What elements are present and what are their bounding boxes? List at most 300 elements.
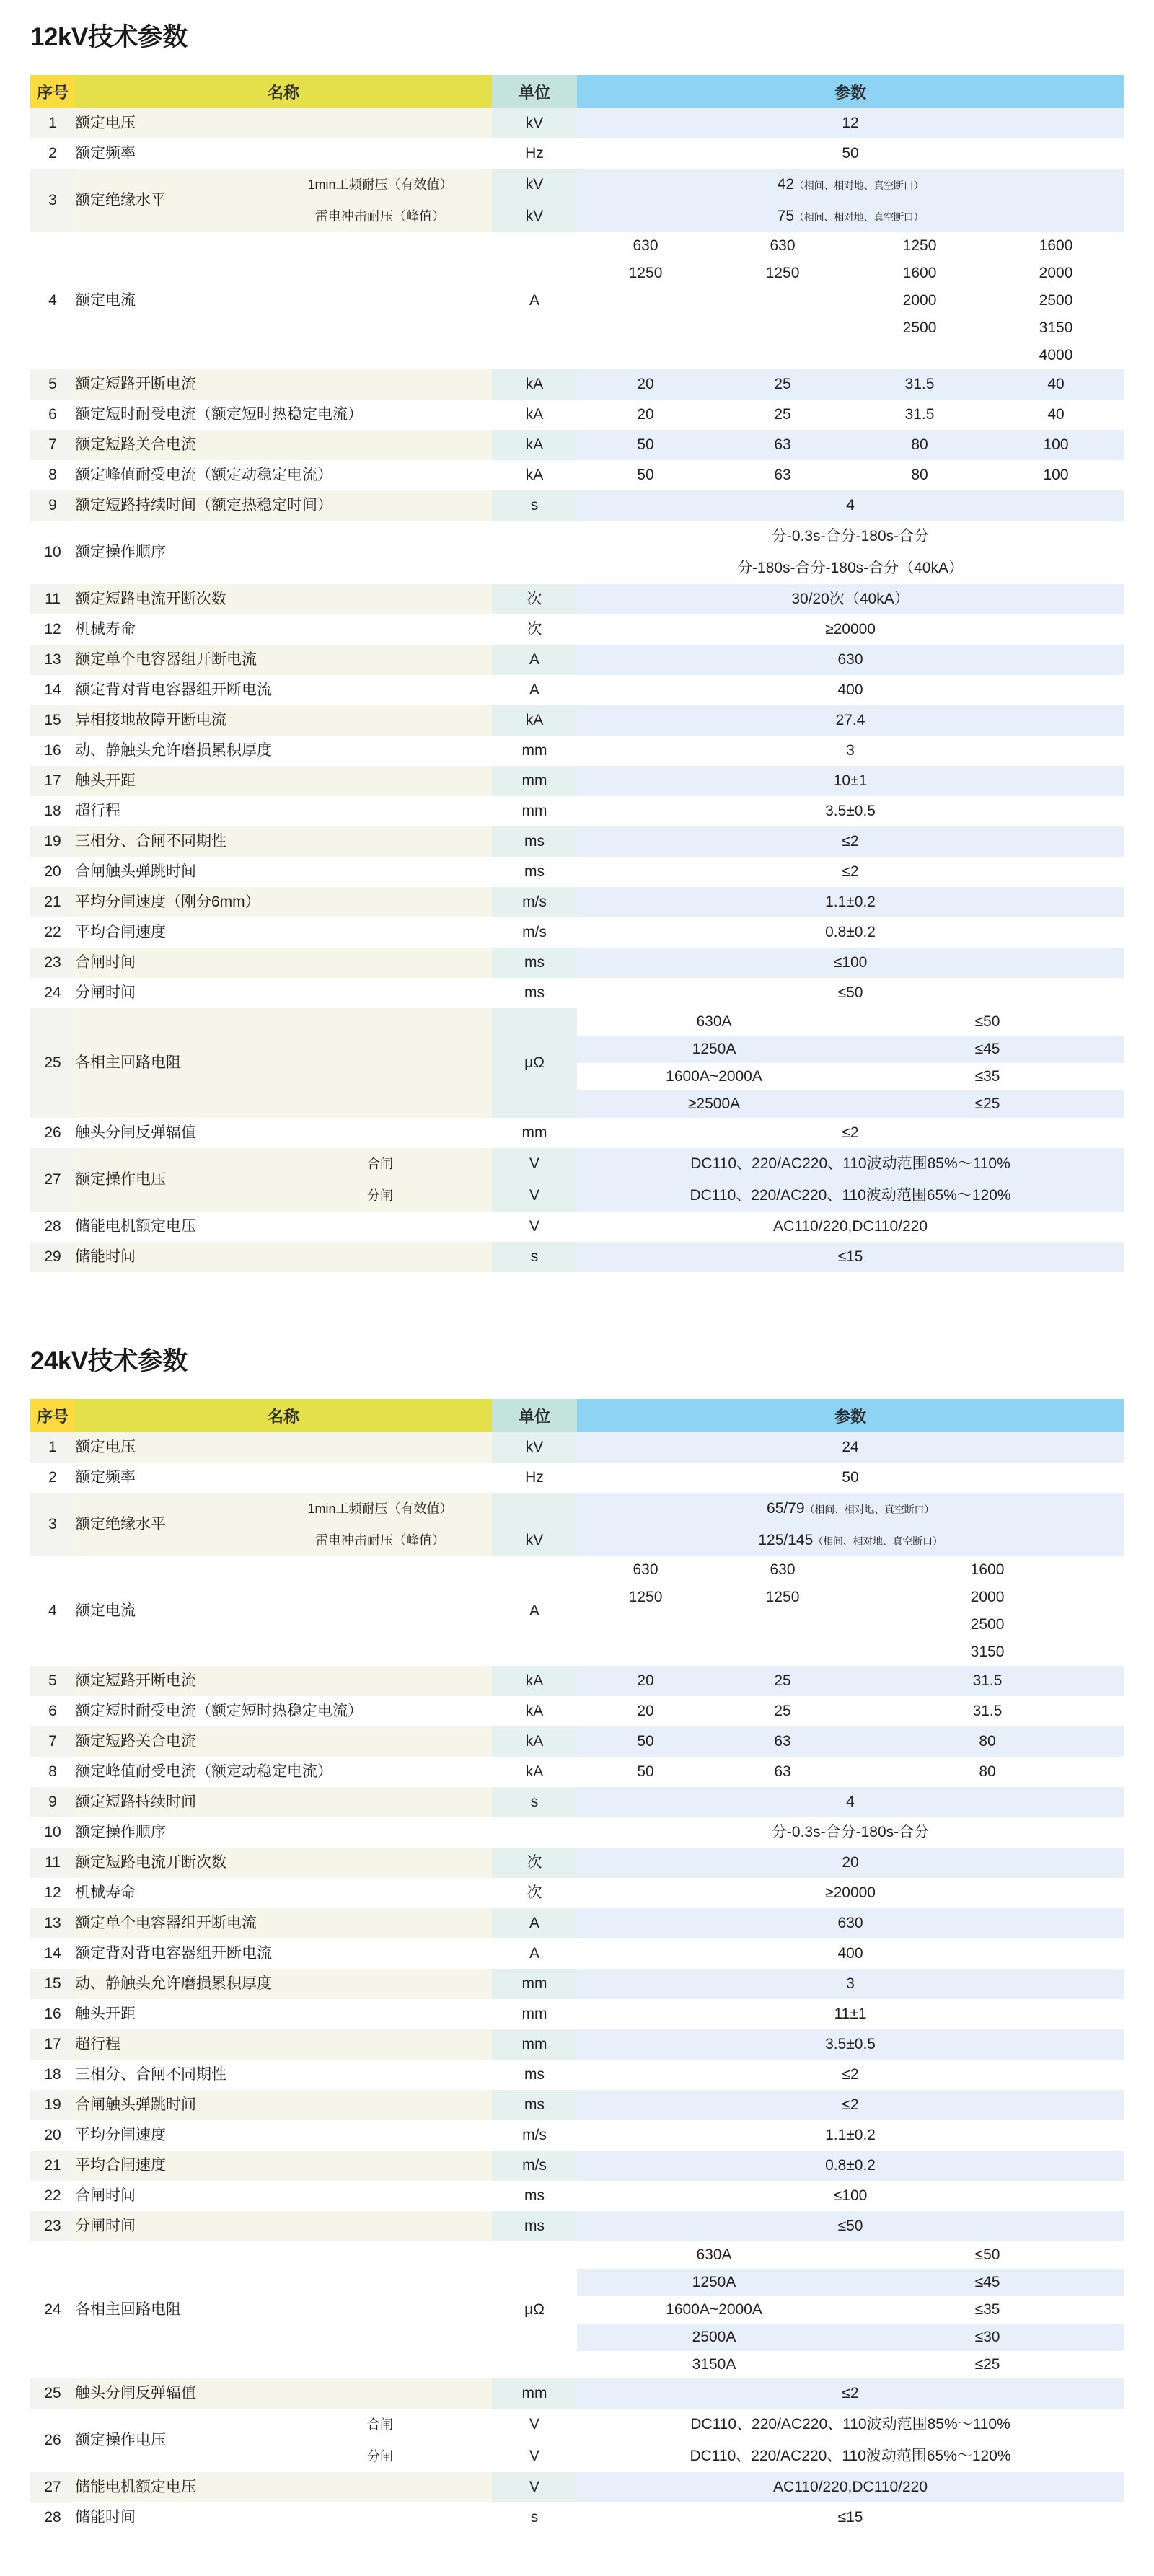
row-param-cell: 50 bbox=[577, 1726, 714, 1757]
row-index: 11 bbox=[30, 584, 75, 614]
row-param: 3 bbox=[577, 1969, 1124, 1999]
row-param: 400 bbox=[577, 675, 1124, 705]
row-param-cell bbox=[714, 314, 851, 342]
row-pair-value: ≤25 bbox=[974, 2355, 1000, 2373]
row-param-cell: 2500 bbox=[851, 314, 988, 342]
row-name: 储能时间 bbox=[75, 2502, 492, 2533]
table-row bbox=[30, 1118, 1124, 1148]
row-param-cell: 80 bbox=[851, 430, 988, 460]
row-pair-rating: 630A bbox=[696, 2246, 732, 2263]
row-unit: kV bbox=[492, 1525, 577, 1556]
row-param-cell: 1600 bbox=[851, 260, 988, 287]
row-param-cell: 31.5 bbox=[851, 369, 988, 400]
row-index: 28 bbox=[30, 2502, 75, 2533]
param-note: （相间、相对地、真空断口） bbox=[794, 179, 924, 191]
row-param-cell: 100 bbox=[988, 460, 1124, 490]
section-title: 24kV技术参数 bbox=[30, 1347, 188, 1375]
param-note: （相间、相对地、真空断口） bbox=[794, 211, 924, 223]
row-param-cell: 1250 bbox=[714, 1584, 851, 1611]
table-row bbox=[30, 1666, 1124, 1696]
row-name: 额定操作顺序 bbox=[75, 1817, 492, 1848]
row-name: 额定操作顺序 bbox=[75, 521, 492, 584]
row-index: 7 bbox=[30, 430, 75, 460]
table-row bbox=[30, 1493, 1124, 1525]
row-name: 额定电压 bbox=[75, 1432, 492, 1463]
row-index: 15 bbox=[30, 705, 75, 736]
row-index: 25 bbox=[30, 1008, 75, 1118]
row-unit: s bbox=[492, 490, 577, 521]
row-index: 19 bbox=[30, 2090, 75, 2120]
table-row bbox=[30, 1999, 1124, 2029]
table-row bbox=[30, 400, 1124, 430]
row-unit: kA bbox=[492, 705, 577, 736]
table-row bbox=[30, 857, 1124, 887]
row-name: 储能时间 bbox=[75, 1242, 492, 1272]
row-pair-rating: 1250A bbox=[577, 2269, 851, 2296]
row-index: 9 bbox=[30, 1787, 75, 1817]
header-cell-param: 参数 bbox=[577, 75, 1124, 108]
row-subname: 分闸 bbox=[268, 2440, 492, 2472]
row-param: 3.5±0.5 bbox=[577, 796, 1124, 826]
param-value: 65/79 bbox=[767, 1499, 805, 1517]
row-param bbox=[577, 1148, 1124, 1180]
row-param-cell bbox=[851, 342, 988, 369]
row-param: ≤2 bbox=[577, 2060, 1124, 2090]
row-param-cell: 40 bbox=[988, 400, 1124, 430]
row-param: 10±1 bbox=[577, 766, 1124, 796]
row-index: 27 bbox=[30, 1148, 75, 1212]
row-index: 29 bbox=[30, 1242, 75, 1272]
table-row bbox=[30, 614, 1124, 645]
table-row bbox=[30, 169, 1124, 200]
param-note: （相间、相对地、真空断口） bbox=[804, 1503, 934, 1515]
row-name: 触头开距 bbox=[75, 766, 492, 796]
row-param-cell: 63 bbox=[714, 1757, 851, 1787]
row-unit: ms bbox=[492, 2060, 577, 2090]
row-param-cell: 2000 bbox=[988, 260, 1124, 287]
row-unit: ms bbox=[492, 948, 577, 978]
table-row bbox=[30, 1908, 1124, 1938]
row-param-cell: 20 bbox=[577, 369, 714, 400]
table-row bbox=[30, 2472, 1124, 2502]
row-unit: Hz bbox=[492, 138, 577, 169]
row-param-cell: 25 bbox=[714, 1696, 851, 1726]
table-row bbox=[30, 1969, 1124, 1999]
row-name: 额定短时耐受电流（额定短时热稳定电流） bbox=[75, 400, 492, 430]
table-header-row bbox=[30, 75, 1124, 108]
row-unit: A bbox=[492, 1938, 577, 1969]
table-row bbox=[30, 1242, 1124, 1272]
row-param-line: 分-0.3s-合分-180s-合分 bbox=[577, 521, 1124, 552]
table-row bbox=[30, 826, 1124, 857]
row-index: 4 bbox=[30, 1556, 75, 1666]
row-name: 额定短路关合电流 bbox=[75, 430, 492, 460]
row-param: 4 bbox=[577, 1787, 1124, 1817]
row-index: 15 bbox=[30, 1969, 75, 1999]
row-unit: A bbox=[492, 1556, 577, 1666]
row-param-cell: 2000 bbox=[851, 287, 988, 314]
row-param-cell: 630 bbox=[714, 232, 851, 260]
row-index: 2 bbox=[30, 1463, 75, 1493]
row-name: 额定频率 bbox=[75, 1463, 492, 1493]
row-unit: ms bbox=[492, 2181, 577, 2211]
row-param bbox=[577, 2440, 1124, 2472]
spec-table bbox=[30, 1399, 1124, 2533]
row-unit: mm bbox=[492, 1969, 577, 1999]
row-name: 各相主回路电阻 bbox=[75, 2241, 492, 2378]
row-param-cell: 63 bbox=[714, 430, 851, 460]
param-value: DC110、220/AC220、110波动范围85%～110% bbox=[690, 1155, 1010, 1172]
row-param: ≤100 bbox=[577, 948, 1124, 978]
table-row bbox=[30, 766, 1124, 796]
row-pair-rating: 2500A bbox=[577, 2324, 851, 2351]
table-row bbox=[30, 430, 1124, 460]
row-name: 额定短路开断电流 bbox=[75, 1666, 492, 1696]
row-name: 平均分闸速度（刚分6mm） bbox=[75, 887, 492, 917]
row-param: 12 bbox=[577, 108, 1124, 138]
row-name: 额定绝缘水平 bbox=[75, 169, 268, 232]
row-param-cell: 80 bbox=[851, 1726, 1124, 1757]
table-row bbox=[30, 2378, 1124, 2409]
row-index: 28 bbox=[30, 1212, 75, 1242]
row-param bbox=[577, 1525, 1124, 1556]
row-name: 额定短路持续时间（额定热稳定时间） bbox=[75, 490, 492, 521]
row-index: 17 bbox=[30, 2029, 75, 2060]
row-index: 16 bbox=[30, 1999, 75, 2029]
row-name: 额定背对背电容器组开断电流 bbox=[75, 1938, 492, 1969]
row-pair-value: ≤50 bbox=[974, 1013, 1000, 1030]
table-row bbox=[30, 460, 1124, 490]
row-subname: 雷电冲击耐压（峰值） bbox=[268, 1525, 492, 1556]
row-name: 额定单个电容器组开断电流 bbox=[75, 645, 492, 675]
row-unit: s bbox=[492, 1242, 577, 1272]
row-unit: μΩ bbox=[492, 2241, 577, 2378]
row-index: 21 bbox=[30, 887, 75, 917]
header-cell-name: 名称 bbox=[75, 1399, 492, 1432]
row-param-cell: 50 bbox=[577, 430, 714, 460]
row-unit: kA bbox=[492, 1726, 577, 1757]
row-unit: m/s bbox=[492, 917, 577, 948]
table-row bbox=[30, 1878, 1124, 1908]
row-name: 超行程 bbox=[75, 796, 492, 826]
row-unit: ms bbox=[492, 857, 577, 887]
row-param-cell: 20 bbox=[577, 1696, 714, 1726]
row-pair-value: ≤45 bbox=[851, 1036, 1124, 1063]
row-subname: 合闸 bbox=[268, 2409, 492, 2440]
row-index: 5 bbox=[30, 369, 75, 400]
row-index: 8 bbox=[30, 1757, 75, 1787]
row-param: ≤2 bbox=[577, 826, 1124, 857]
row-param-cell: 63 bbox=[714, 1726, 851, 1757]
row-name: 额定短路电流开断次数 bbox=[75, 584, 492, 614]
row-param: AC110/220,DC110/220 bbox=[577, 2472, 1124, 2502]
row-param: ≤2 bbox=[577, 857, 1124, 887]
row-param-cell: 25 bbox=[714, 369, 851, 400]
row-param: 4 bbox=[577, 490, 1124, 521]
row-param-cell bbox=[714, 1611, 851, 1638]
table-row bbox=[30, 1757, 1124, 1787]
row-index: 3 bbox=[30, 1493, 75, 1556]
row-unit: mm bbox=[492, 796, 577, 826]
table-row bbox=[30, 2120, 1124, 2151]
row-index: 22 bbox=[30, 2181, 75, 2211]
header-cell-no: 序号 bbox=[30, 1399, 75, 1432]
row-index: 2 bbox=[30, 138, 75, 169]
row-name: 机械寿命 bbox=[75, 1878, 492, 1908]
table-row bbox=[30, 1556, 1124, 1584]
row-name: 超行程 bbox=[75, 2029, 492, 2060]
row-param: 50 bbox=[577, 138, 1124, 169]
row-name: 额定短路开断电流 bbox=[75, 369, 492, 400]
row-unit: kA bbox=[492, 460, 577, 490]
header-cell-name: 名称 bbox=[75, 75, 492, 108]
row-unit: μΩ bbox=[492, 1008, 577, 1118]
row-param: 24 bbox=[577, 1432, 1124, 1463]
row-index: 1 bbox=[30, 1432, 75, 1463]
table-row bbox=[30, 796, 1124, 826]
row-param: ≤2 bbox=[577, 1118, 1124, 1148]
row-name: 额定背对背电容器组开断电流 bbox=[75, 675, 492, 705]
row-param-cell: 2500 bbox=[988, 287, 1124, 314]
row-param: 400 bbox=[577, 1938, 1124, 1969]
row-index: 18 bbox=[30, 2060, 75, 2090]
table-row bbox=[30, 2060, 1124, 2090]
row-param-cell bbox=[577, 1638, 714, 1666]
row-param: 630 bbox=[577, 1908, 1124, 1938]
row-unit bbox=[492, 521, 577, 584]
row-unit: kA bbox=[492, 1696, 577, 1726]
param-value: 42 bbox=[777, 175, 794, 193]
row-index: 8 bbox=[30, 460, 75, 490]
row-name: 分闸时间 bbox=[75, 2211, 492, 2241]
row-unit: V bbox=[492, 2409, 577, 2440]
param-value: DC110、220/AC220、110波动范围65%～120% bbox=[690, 1186, 1011, 1204]
table-row bbox=[30, 887, 1124, 917]
row-unit: V bbox=[492, 1148, 577, 1180]
row-name: 额定电流 bbox=[75, 1556, 492, 1666]
row-name: 额定电压 bbox=[75, 108, 492, 138]
row-name: 额定短路关合电流 bbox=[75, 1726, 492, 1757]
row-unit: s bbox=[492, 2502, 577, 2533]
row-index: 22 bbox=[30, 917, 75, 948]
row-name: 额定绝缘水平 bbox=[75, 1493, 268, 1556]
row-param-cell: 63 bbox=[714, 460, 851, 490]
row-pair-value: ≤30 bbox=[851, 2324, 1124, 2351]
row-name: 额定操作电压 bbox=[75, 1148, 268, 1212]
table-row bbox=[30, 1817, 1124, 1848]
row-param: 分-0.3s-合分-180s-合分 bbox=[577, 1817, 1124, 1848]
row-unit: Hz bbox=[492, 1463, 577, 1493]
row-index: 16 bbox=[30, 736, 75, 766]
row-index: 19 bbox=[30, 826, 75, 857]
row-index: 13 bbox=[30, 1908, 75, 1938]
row-unit: kA bbox=[492, 430, 577, 460]
row-param: 27.4 bbox=[577, 705, 1124, 736]
row-param-cell: 100 bbox=[988, 430, 1124, 460]
row-index: 13 bbox=[30, 645, 75, 675]
table-row bbox=[30, 675, 1124, 705]
row-param bbox=[577, 200, 1124, 232]
table-header-row bbox=[30, 1399, 1124, 1432]
row-pair-rating: 1250A bbox=[577, 1036, 851, 1063]
row-subname: 雷电冲击耐压（峰值） bbox=[268, 200, 492, 232]
row-unit: s bbox=[492, 1787, 577, 1817]
table-row bbox=[30, 2151, 1124, 2181]
table-row bbox=[30, 108, 1124, 138]
row-name: 合闸时间 bbox=[75, 2181, 492, 2211]
row-name: 动、静触头允许磨损累积厚度 bbox=[75, 1969, 492, 1999]
row-unit: m/s bbox=[492, 2120, 577, 2151]
table-row bbox=[30, 2241, 1124, 2269]
row-unit: 次 bbox=[492, 584, 577, 614]
row-unit: mm bbox=[492, 1118, 577, 1148]
table-row bbox=[30, 2029, 1124, 2060]
row-param-cell: 31.5 bbox=[851, 1666, 1124, 1696]
row-name: 触头分闸反弹辐值 bbox=[75, 2378, 492, 2409]
table-row bbox=[30, 1726, 1124, 1757]
row-name: 三相分、合闸不同期性 bbox=[75, 826, 492, 857]
row-index: 14 bbox=[30, 1938, 75, 1969]
row-param: 1.1±0.2 bbox=[577, 887, 1124, 917]
table-row bbox=[30, 948, 1124, 978]
row-unit: mm bbox=[492, 1999, 577, 2029]
row-param-cell: 1600 bbox=[851, 1556, 1124, 1584]
row-unit: m/s bbox=[492, 2151, 577, 2181]
row-unit: 次 bbox=[492, 614, 577, 645]
row-param-cell bbox=[714, 1638, 851, 1666]
row-index: 3 bbox=[30, 169, 75, 232]
row-param-cell: 31.5 bbox=[851, 400, 988, 430]
row-param-cell bbox=[714, 342, 851, 369]
row-unit: mm bbox=[492, 736, 577, 766]
row-index: 6 bbox=[30, 1696, 75, 1726]
row-param-cell: 3150 bbox=[988, 314, 1124, 342]
row-index: 26 bbox=[30, 1118, 75, 1148]
row-index: 4 bbox=[30, 232, 75, 369]
row-unit: kA bbox=[492, 1666, 577, 1696]
row-pair-rating: 1600A~2000A bbox=[666, 1067, 762, 1085]
row-name: 合闸时间 bbox=[75, 948, 492, 978]
table-row bbox=[30, 521, 1124, 552]
row-name: 异相接地故障开断电流 bbox=[75, 705, 492, 736]
spec-table bbox=[30, 75, 1124, 1272]
row-pair-rating: 1600A~2000A bbox=[666, 2301, 762, 2318]
row-unit: ms bbox=[492, 978, 577, 1008]
row-pair-value: ≤35 bbox=[974, 2301, 1000, 2318]
row-index: 20 bbox=[30, 2120, 75, 2151]
row-index: 23 bbox=[30, 2211, 75, 2241]
row-param: ≤2 bbox=[577, 2090, 1124, 2120]
row-param-cell: 25 bbox=[714, 400, 851, 430]
table-row bbox=[30, 1696, 1124, 1726]
row-name: 额定短路持续时间 bbox=[75, 1787, 492, 1817]
row-param: ≤50 bbox=[577, 2211, 1124, 2241]
row-param: 3.5±0.5 bbox=[577, 2029, 1124, 2060]
row-param-cell bbox=[577, 314, 714, 342]
row-index: 20 bbox=[30, 857, 75, 887]
row-subname: 1min工频耐压（有效值） bbox=[268, 169, 492, 200]
row-param-cell: 4000 bbox=[988, 342, 1124, 369]
row-index: 5 bbox=[30, 1666, 75, 1696]
row-param-line: 分-180s-合分-180s-合分（40kA） bbox=[577, 552, 1124, 584]
row-index: 21 bbox=[30, 2151, 75, 2181]
row-index: 7 bbox=[30, 1726, 75, 1757]
row-subname: 合闸 bbox=[268, 1148, 492, 1180]
table-row bbox=[30, 736, 1124, 766]
row-param-cell: 1250 bbox=[577, 260, 714, 287]
row-param-cell: 630 bbox=[577, 1556, 714, 1584]
row-pair-value: ≤50 bbox=[974, 2246, 1000, 2263]
row-param bbox=[577, 2409, 1124, 2440]
row-param: ≥20000 bbox=[577, 1878, 1124, 1908]
row-pair-rating: 630A bbox=[696, 1013, 732, 1030]
row-param-cell: 20 bbox=[577, 400, 714, 430]
row-param-cell: 80 bbox=[851, 460, 988, 490]
row-unit: V bbox=[492, 2472, 577, 2502]
row-index: 24 bbox=[30, 2241, 75, 2378]
table-row bbox=[30, 645, 1124, 675]
row-param-cell bbox=[577, 1611, 714, 1638]
param-value: 125/145 bbox=[758, 1531, 814, 1548]
row-pair-rating: ≥2500A bbox=[577, 1090, 851, 1118]
row-pair-rating: 3150A bbox=[692, 2355, 736, 2373]
table-row bbox=[30, 2181, 1124, 2211]
row-name: 额定操作电压 bbox=[75, 2409, 268, 2472]
table-row bbox=[30, 1432, 1124, 1463]
row-name: 额定峰值耐受电流（额定动稳定电流） bbox=[75, 460, 492, 490]
row-param: 30/20次（40kA） bbox=[577, 584, 1124, 614]
row-unit: V bbox=[492, 1180, 577, 1212]
row-param-cell bbox=[577, 287, 714, 314]
row-index: 14 bbox=[30, 675, 75, 705]
row-index: 12 bbox=[30, 1878, 75, 1908]
row-param: ≤100 bbox=[577, 2181, 1124, 2211]
row-name: 储能电机额定电压 bbox=[75, 1212, 492, 1242]
row-unit: m/s bbox=[492, 887, 577, 917]
row-unit: kA bbox=[492, 400, 577, 430]
row-param: 3 bbox=[577, 736, 1124, 766]
row-index: 1 bbox=[30, 108, 75, 138]
row-pair-value: ≤45 bbox=[851, 2269, 1124, 2296]
table-row bbox=[30, 1848, 1124, 1878]
row-name: 额定短路电流开断次数 bbox=[75, 1848, 492, 1878]
row-name: 动、静触头允许磨损累积厚度 bbox=[75, 736, 492, 766]
row-name: 额定短时耐受电流（额定短时热稳定电流） bbox=[75, 1696, 492, 1726]
row-param: AC110/220,DC110/220 bbox=[577, 1212, 1124, 1242]
row-index: 17 bbox=[30, 766, 75, 796]
row-name: 额定电流 bbox=[75, 232, 492, 369]
row-name: 合闸触头弹跳时间 bbox=[75, 2090, 492, 2120]
row-index: 27 bbox=[30, 2472, 75, 2502]
row-name: 储能电机额定电压 bbox=[75, 2472, 492, 2502]
row-unit: kV bbox=[492, 200, 577, 232]
table-row bbox=[30, 1787, 1124, 1817]
table-row bbox=[30, 2502, 1124, 2533]
table-row bbox=[30, 1463, 1124, 1493]
row-unit: A bbox=[492, 1908, 577, 1938]
table-row bbox=[30, 232, 1124, 260]
row-name: 合闸触头弹跳时间 bbox=[75, 857, 492, 887]
row-index: 9 bbox=[30, 490, 75, 521]
row-index: 23 bbox=[30, 948, 75, 978]
row-pair-value: ≤35 bbox=[974, 1067, 1000, 1085]
table-row bbox=[30, 138, 1124, 169]
param-note: （相间、相对地、真空断口） bbox=[813, 1535, 943, 1547]
row-param: ≤50 bbox=[577, 978, 1124, 1008]
row-unit: A bbox=[492, 675, 577, 705]
row-param: 630 bbox=[577, 645, 1124, 675]
row-pair-value: ≤25 bbox=[851, 1090, 1124, 1118]
